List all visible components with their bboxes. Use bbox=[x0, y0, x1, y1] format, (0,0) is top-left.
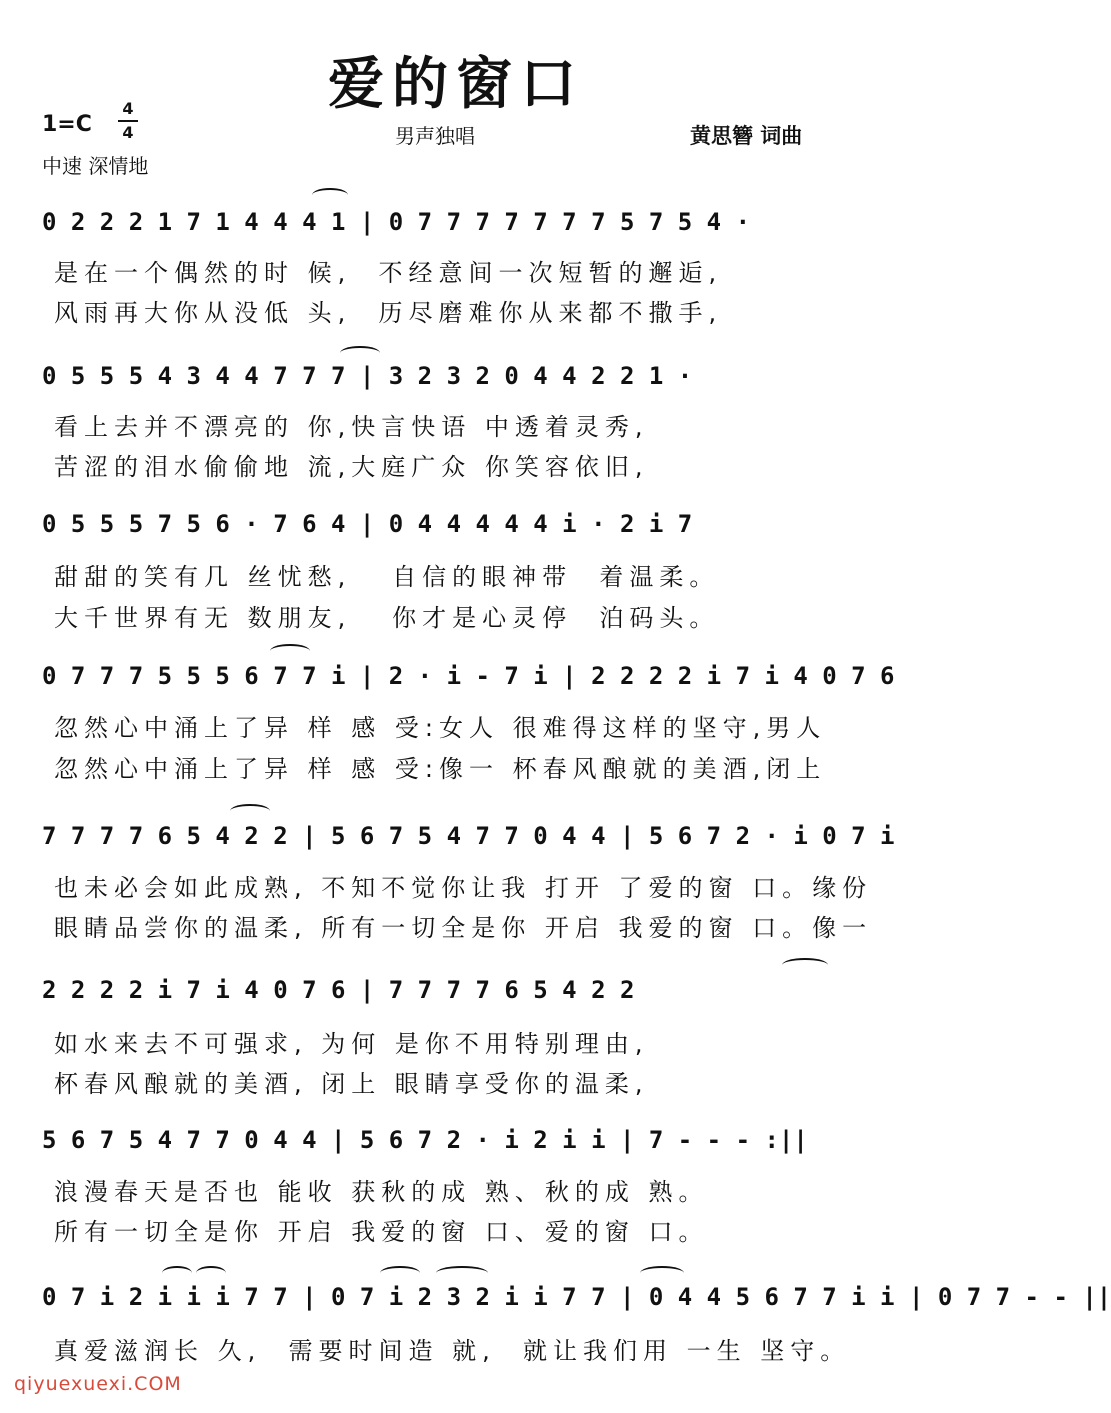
slur-mark bbox=[162, 1266, 192, 1280]
tempo-marking: 中速 深情地 bbox=[42, 154, 149, 178]
watermark-text: qiyuexuexi.COM bbox=[14, 1373, 182, 1395]
time-signature-top: 4 bbox=[122, 99, 134, 118]
performer: 男声独唱 bbox=[395, 124, 475, 148]
slur-mark bbox=[436, 1266, 488, 1280]
lyrics-verse-2: 苦涩的泪水偷偷地 流,大庭广众 你笑容依旧, bbox=[54, 453, 649, 481]
lyrics-verse-2: 杯春风酿就的美酒, 闭上 眼睛享受你的温柔, bbox=[54, 1070, 649, 1098]
notes-line: 7 7 7 7 6 5 4 2 2 | 5 6 7 5 4 7 7 0 4 4 | 5 6 7 2 · i 0 7 i bbox=[42, 822, 895, 850]
slur-mark bbox=[230, 804, 270, 818]
notes-line: 0 2 2 2 1 7 1 4 4 4 1 | 0 7 7 7 7 7 7 7 5 7 5 4 · bbox=[42, 208, 751, 236]
lyrics-verse-1: 浪漫春天是否也 能收 获秋的成 熟、秋的成 熟。 bbox=[54, 1178, 709, 1206]
lyrics-verse-1: 也未必会如此成熟, 不知不觉你让我 打开 了爱的窗 口。缘份 bbox=[54, 874, 873, 902]
time-signature-bottom: 4 bbox=[122, 123, 134, 142]
slur-mark bbox=[196, 1266, 226, 1280]
notes-line: 0 5 5 5 7 5 6 · 7 6 4 | 0 4 4 4 4 4 i · 2 i 7 bbox=[42, 510, 693, 538]
slur-mark bbox=[312, 188, 348, 202]
notes-line: 5 6 7 5 4 7 7 0 4 4 | 5 6 7 2 · i 2 i i | 7 - - - :|| bbox=[42, 1126, 808, 1154]
slur-mark bbox=[782, 958, 828, 972]
key-signature: 1=C bbox=[42, 112, 92, 137]
slur-mark bbox=[340, 346, 380, 360]
lyrics-verse-2: 忽然心中涌上了异 样 感 受:像一 杯春风酿就的美酒,闭上 bbox=[54, 755, 827, 783]
notes-line: 0 7 7 7 5 5 5 6 7 7 i | 2 · i - 7 i | 2 2 2 2 i 7 i 4 0 7 6 bbox=[42, 662, 895, 690]
lyrics-verse-1: 甜甜的笑有几 丝忧愁, 自信的眼神带 着温柔。 bbox=[54, 563, 720, 591]
lyrics-verse-1: 忽然心中涌上了异 样 感 受:女人 很难得这样的坚守,男人 bbox=[54, 714, 827, 742]
lyrics-verse-1: 真爱滋润长 久, 需要时间造 就, 就让我们用 一生 坚守。 bbox=[54, 1337, 851, 1365]
lyrics-verse-1: 是在一个偶然的时 候, 不经意间一次短暂的邂逅, bbox=[54, 259, 723, 287]
slur-mark bbox=[380, 1266, 420, 1280]
slur-mark bbox=[270, 644, 310, 658]
lyrics-verse-2: 大千世界有无 数朋友, 你才是心灵停 泊码头。 bbox=[54, 604, 720, 632]
time-signature bbox=[116, 100, 140, 142]
song-title: 爱的窗口 bbox=[328, 52, 584, 117]
lyrics-verse-2: 眼睛品尝你的温柔, 所有一切全是你 开启 我爱的窗 口。像一 bbox=[54, 914, 873, 942]
lyrics-verse-1: 如水来去不可强求, 为何 是你不用特别理由, bbox=[54, 1030, 649, 1058]
lyrics-verse-2: 风雨再大你从没低 头, 历尽磨难你从来都不撒手, bbox=[54, 299, 723, 327]
lyrics-verse-1: 看上去并不漂亮的 你,快言快语 中透着灵秀, bbox=[54, 413, 649, 441]
notes-line: 2 2 2 2 i 7 i 4 0 7 6 | 7 7 7 7 6 5 4 2 2 bbox=[42, 976, 635, 1004]
notes-line: 0 5 5 5 4 3 4 4 7 7 7 | 3 2 3 2 0 4 4 2 2 1 · bbox=[42, 362, 693, 390]
slur-mark bbox=[640, 1266, 684, 1280]
notes-line: 0 7 i 2 i i i 7 7 | 0 7 i 2 3 2 i i 7 7 | 0 4 4 5 6 7 7 i i | 0 7 7 - - || bbox=[42, 1283, 1111, 1311]
lyricist-composer: 黄思簪 词曲 bbox=[690, 124, 803, 148]
lyrics-verse-2: 所有一切全是你 开启 我爱的窗 口、爱的窗 口。 bbox=[54, 1218, 709, 1246]
